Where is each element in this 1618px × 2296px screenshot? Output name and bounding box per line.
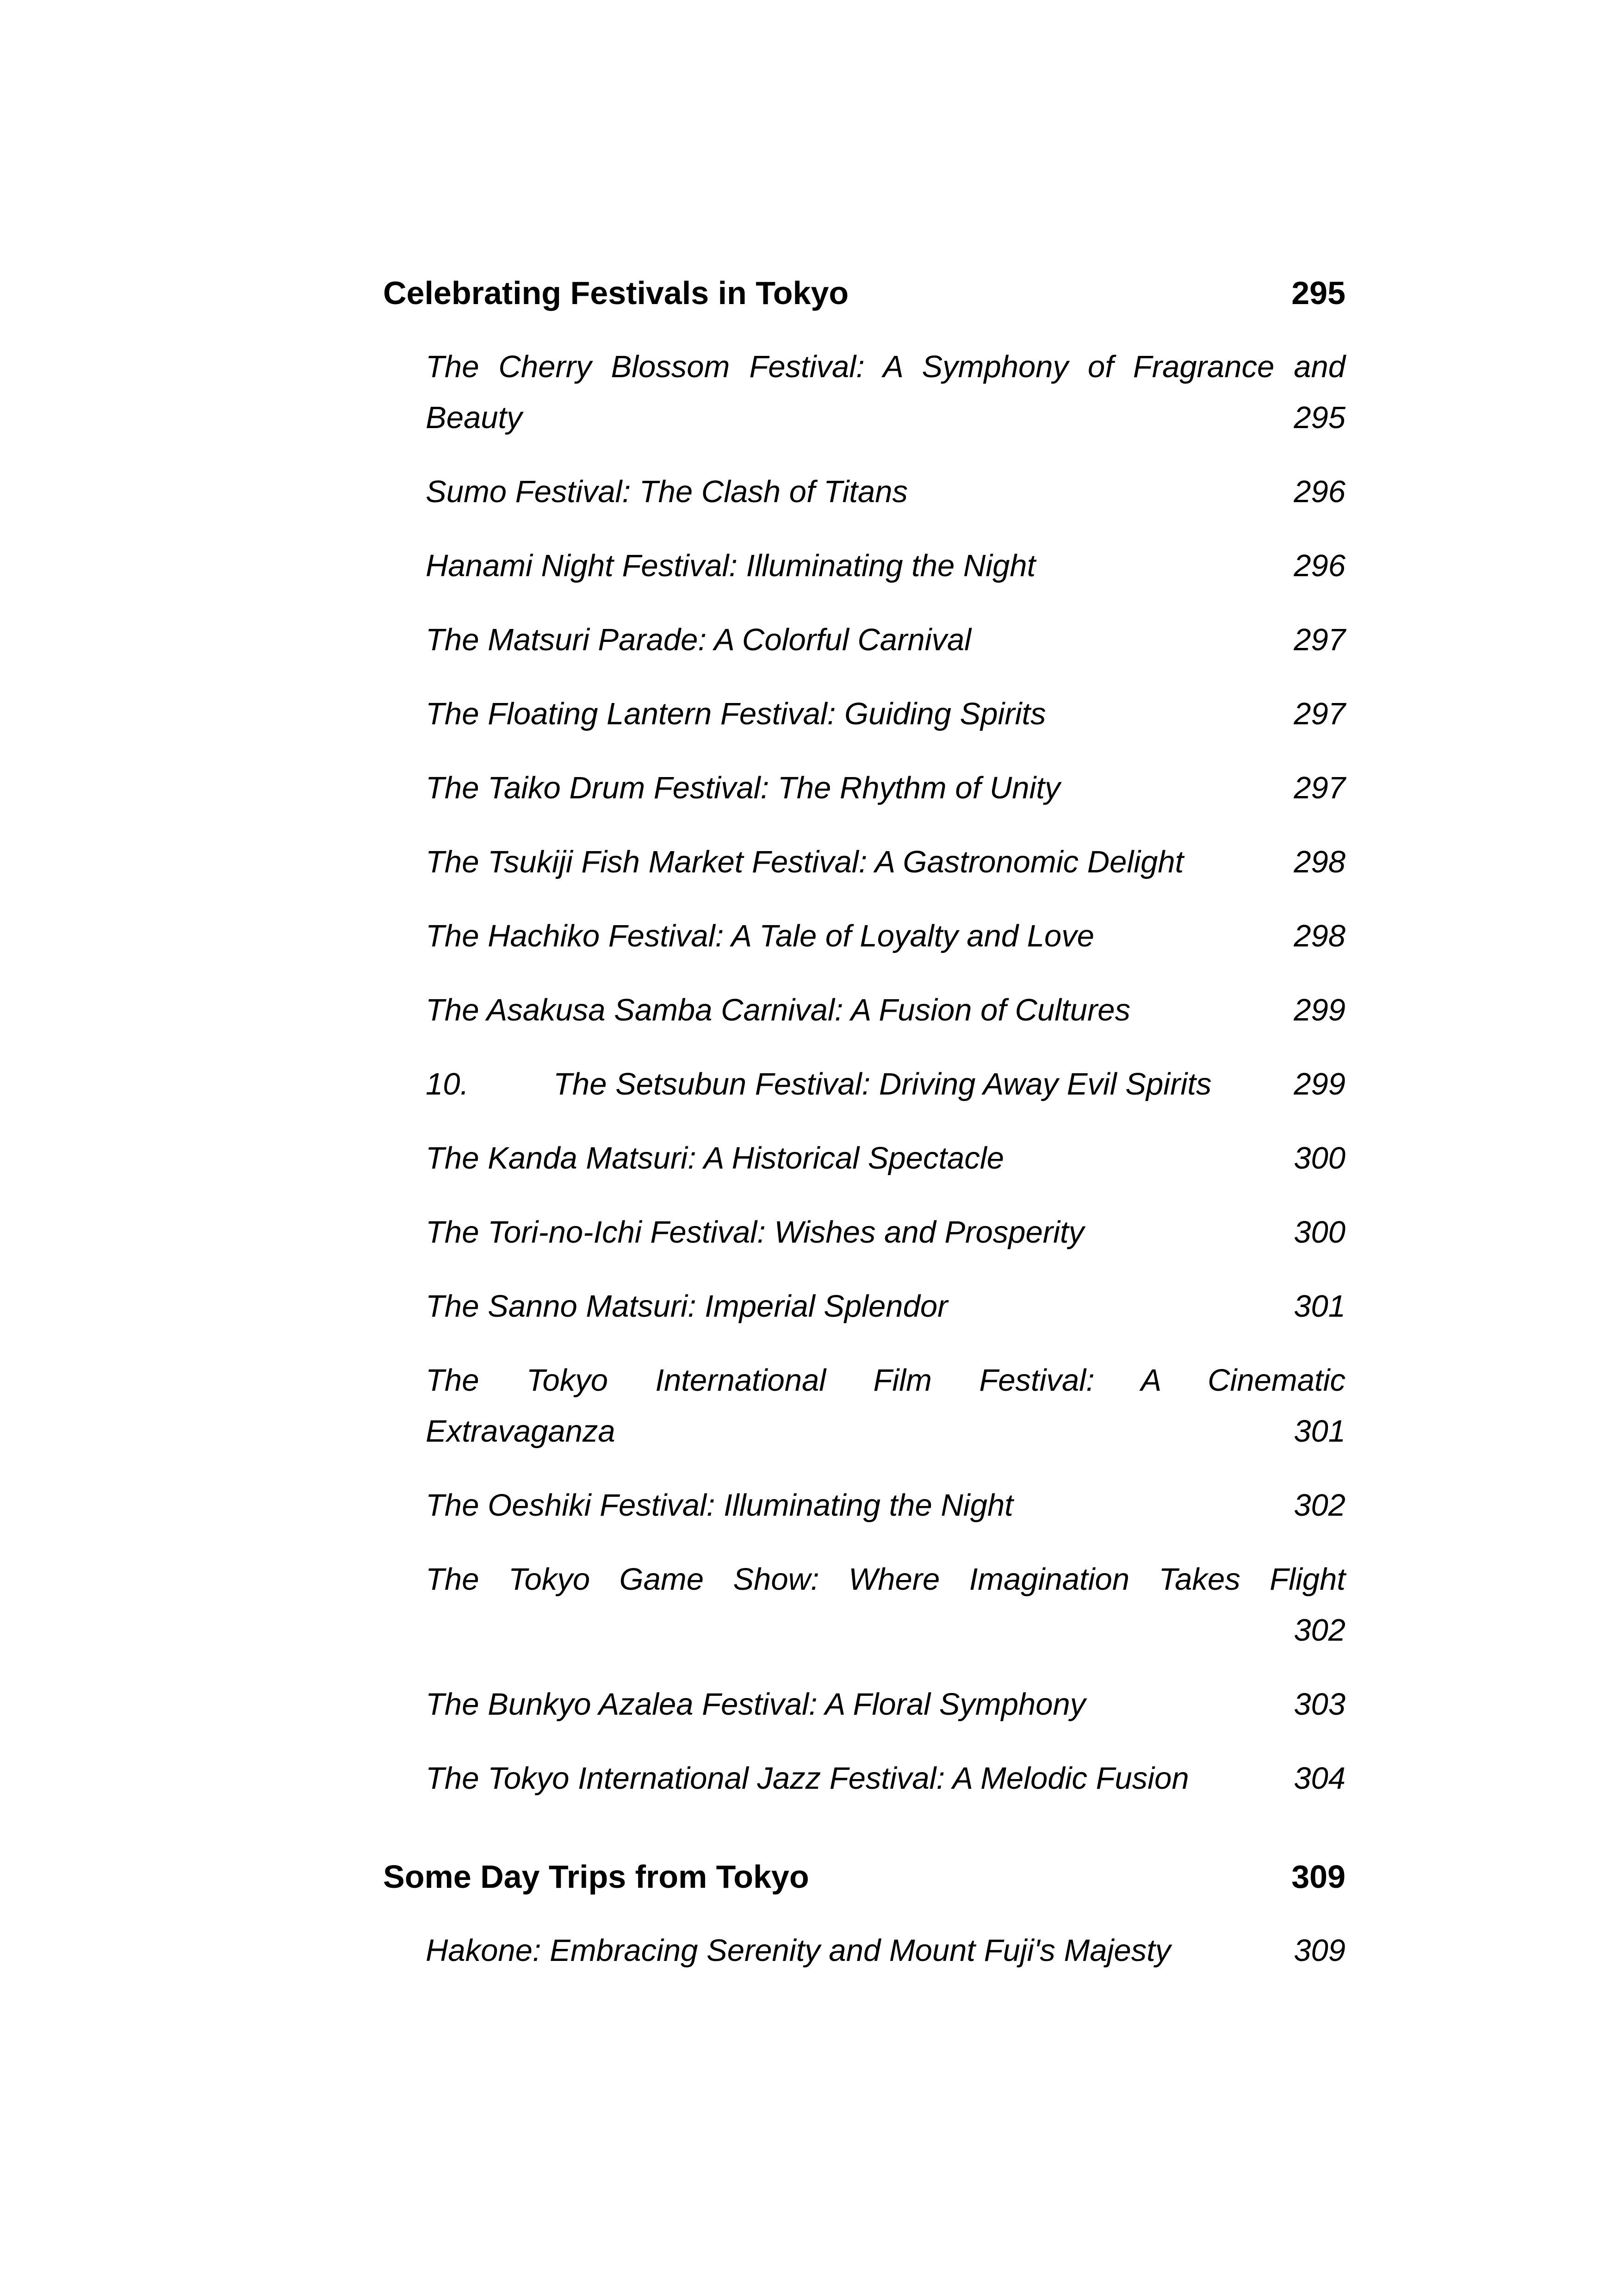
entry-title-line1: The Cherry Blossom Festival: A Symphony of Fragrance and (426, 349, 1345, 384)
entry-title: The Matsuri Parade: A Colorful Carnival (426, 622, 972, 657)
toc-entry (426, 1480, 1345, 1531)
entry-page-number: 302 (1294, 1488, 1345, 1523)
chapter-title: Celebrating Festivals in Tokyo (383, 275, 849, 311)
toc-entry (426, 985, 1345, 1036)
toc-entry (426, 1133, 1345, 1184)
entry-title (426, 1059, 1211, 1110)
toc-entry (426, 467, 1345, 517)
entry-title: The Oeshiki Festival: Illuminating the Night (426, 1488, 1013, 1523)
entry-title: The Tori-no-Ichi Festival: Wishes and Prosperity (426, 1215, 1085, 1250)
entry-page-number: 303 (1294, 1687, 1345, 1722)
entry-page-number: 296 (1294, 548, 1345, 583)
entry-title-line2: Beauty (426, 400, 522, 435)
toc-entry (426, 1925, 1345, 1976)
chapter-page-number: 309 (1291, 1859, 1345, 1895)
entry-title: Sumo Festival: The Clash of Titans (426, 474, 908, 509)
entry-page-number: 298 (1294, 919, 1345, 953)
toc-entry (426, 615, 1345, 666)
entry-title: The Bunkyo Azalea Festival: A Floral Symphony (426, 1687, 1086, 1722)
toc-entry (426, 763, 1345, 814)
entry-number: 10. (426, 1067, 469, 1101)
entry-title: The Taiko Drum Festival: The Rhythm of Unity (426, 771, 1060, 805)
entry-title: The Tsukiji Fish Market Festival: A Gastronomic Delight (426, 845, 1184, 879)
entry-page-number: 298 (1294, 845, 1345, 879)
chapter-title: Some Day Trips from Tokyo (383, 1859, 809, 1895)
entry-title: Hakone: Embracing Serenity and Mount Fuji's Majesty (426, 1933, 1171, 1968)
entry-title-text: The Setsubun Festival: Driving Away Evil Spirits (553, 1067, 1212, 1101)
entry-page-number: 296 (1294, 474, 1345, 509)
toc-entry (426, 1355, 1345, 1457)
entry-title: The Sanno Matsuri: Imperial Splendor (426, 1289, 948, 1324)
entry-title: The Asakusa Samba Carnival: A Fusion of Cultures (426, 993, 1131, 1027)
entry-page-number: 297 (1294, 697, 1345, 731)
chapter-entries (383, 1925, 1345, 1976)
entry-title: The Floating Lantern Festival: Guiding Spirits (426, 697, 1046, 731)
entry-page-number: 299 (1294, 1067, 1345, 1101)
chapter-entries (383, 342, 1345, 1804)
entry-title: The Kanda Matsuri: A Historical Spectacle (426, 1141, 1004, 1176)
toc-entry (426, 541, 1345, 591)
toc-entry (426, 1554, 1345, 1656)
entry-title-line1: The Tokyo Game Show: Where Imagination Takes Flight (426, 1562, 1345, 1597)
toc-entry (426, 689, 1345, 740)
toc-entry (426, 1207, 1345, 1258)
entry-page-number: 297 (1294, 771, 1345, 805)
entry-title: Hanami Night Festival: Illuminating the Night (426, 548, 1036, 583)
entry-page-number: 297 (1294, 622, 1345, 657)
entry-title: The Tokyo International Jazz Festival: A Melodic Fusion (426, 1761, 1189, 1796)
chapter-heading (383, 268, 1345, 318)
entry-page-number: 300 (1294, 1141, 1345, 1176)
entry-page-number: 300 (1294, 1215, 1345, 1250)
toc-entry (426, 837, 1345, 888)
entry-page-number: 309 (1294, 1933, 1345, 1968)
entry-title-line2: Extravaganza (426, 1414, 615, 1449)
entry-page-number: 299 (1294, 993, 1345, 1027)
toc-entry (426, 1059, 1345, 1110)
table-of-contents (383, 268, 1345, 1999)
entry-page-number: 302 (1294, 1613, 1345, 1648)
toc-entry (426, 342, 1345, 443)
toc-entry (426, 1281, 1345, 1332)
entry-title-line1: The Tokyo International Film Festival: A Cinematic (426, 1363, 1345, 1398)
chapter-page-number: 295 (1291, 275, 1345, 311)
entry-page-number: 301 (1294, 1289, 1345, 1324)
chapter-heading (383, 1851, 1345, 1902)
toc-entry (426, 911, 1345, 962)
toc-entry (426, 1753, 1345, 1804)
entry-page-number: 304 (1294, 1761, 1345, 1796)
entry-page-number: 295 (1294, 400, 1345, 435)
toc-entry (426, 1679, 1345, 1730)
entry-title: The Hachiko Festival: A Tale of Loyalty and Love (426, 919, 1095, 953)
entry-page-number: 301 (1294, 1414, 1345, 1449)
